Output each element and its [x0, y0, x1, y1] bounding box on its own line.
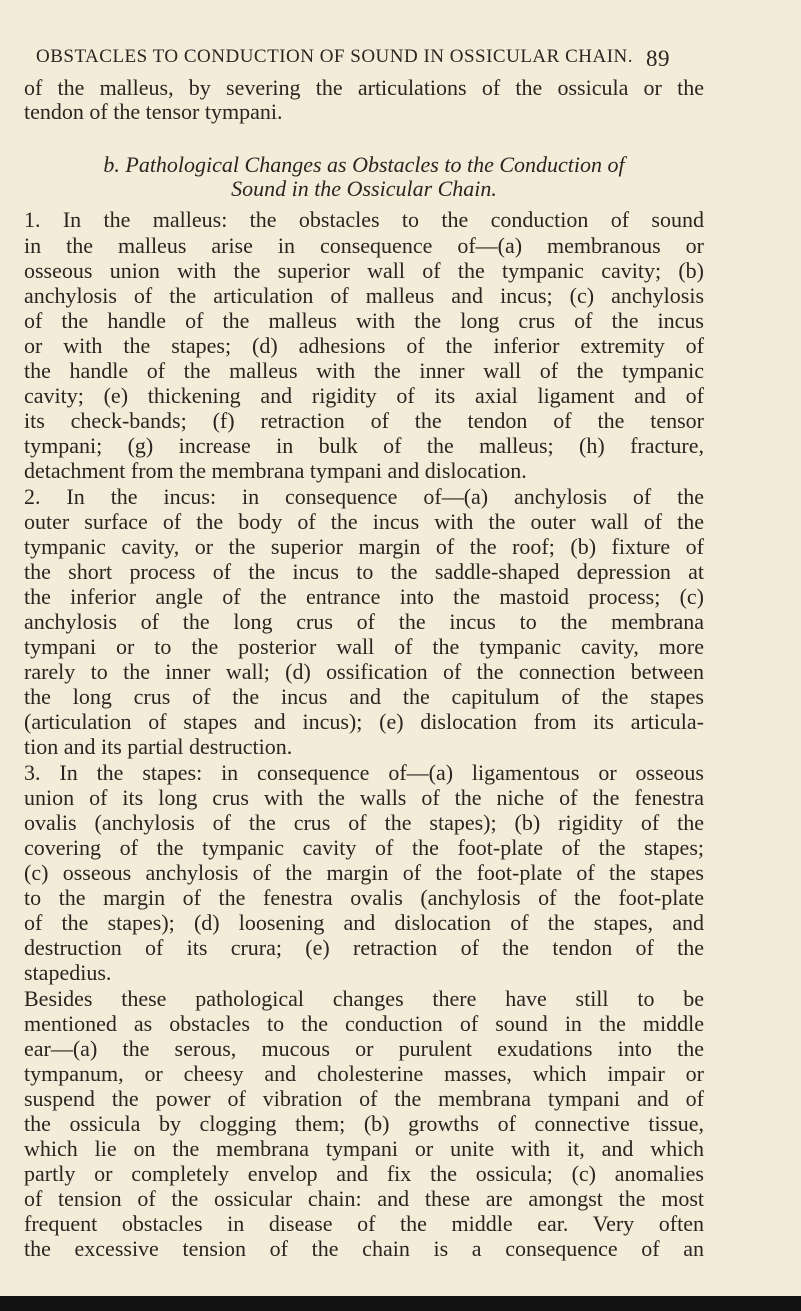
- text-line: 2. In the incus: in consequence of—(a) anchylosis of the: [24, 484, 704, 509]
- text-line: union of its long crus with the walls of the niche of the fenestra: [24, 785, 704, 810]
- text-line: mentioned as obstacles to the conduction of sound in the middle: [24, 1011, 704, 1036]
- text-line: tympani or to the posterior wall of the tympanic cavity, more: [24, 634, 704, 659]
- text-line: its check-bands; (f) retraction of the tendon of the tensor: [24, 408, 704, 433]
- text-line: of tension of the ossicular chain: and these are amongst the most: [24, 1186, 704, 1211]
- running-header: [36, 46, 670, 71]
- text-line: rarely to the inner wall; (d) ossification of the connection between: [24, 659, 704, 684]
- text-line: in the malleus arise in consequence of—(a) membranous or: [24, 233, 704, 258]
- text-line: outer surface of the body of the incus with the outer wall of the: [24, 509, 704, 534]
- text-line: which lie on the membrana tympani or unite with it, and which: [24, 1136, 704, 1161]
- text-line: ear—(a) the serous, mucous or purulent exudations into the: [24, 1036, 704, 1061]
- text-line: to the margin of the fenestra ovalis (anchylosis of the foot-plate: [24, 885, 704, 910]
- text-line: covering of the tympanic cavity of the foot-plate of the stapes;: [24, 835, 704, 860]
- text-line: frequent obstacles in disease of the middle ear. Very often: [24, 1211, 704, 1236]
- running-title: OBSTACLES TO CONDUCTION OF SOUND IN OSSICULAR CHAIN.: [36, 46, 633, 67]
- text-line: the long crus of the incus and the capitulum of the stapes: [24, 684, 704, 709]
- text-line: b. Pathological Changes as Obstacles to the Conduction of: [103, 152, 625, 177]
- text-line: or with the stapes; (d) adhesions of the inferior extremity of: [24, 333, 704, 358]
- text-line: of the stapes); (d) loosening and dislocation of the stapes, and: [24, 910, 704, 935]
- text-line: suspend the power of vibration of the membrana tympani and of: [24, 1086, 704, 1111]
- text-line: anchylosis of the articulation of malleus and incus; (c) anchylosis: [24, 283, 704, 308]
- text-line: Besides these pathological changes there have still to be: [24, 986, 704, 1011]
- text-line: the inferior angle of the entrance into the mastoid process; (c): [24, 584, 704, 609]
- text-line: detachment from the membrana tympani and dislocation.: [24, 458, 527, 483]
- text-line: anchylosis of the long crus of the incus to the membrana: [24, 609, 704, 634]
- text-line: tendon of the tensor tympani.: [24, 99, 283, 124]
- text-line: 1. In the malleus: the obstacles to the conduction of sound: [24, 207, 704, 232]
- text-line: (c) osseous anchylosis of the margin of the foot-plate of the stapes: [24, 860, 704, 885]
- text-line: the short process of the incus to the saddle-shaped depression at: [24, 559, 704, 584]
- text-line: tympanum, or cheesy and cholesterine masses, which impair or: [24, 1061, 704, 1086]
- page-number: 89: [646, 46, 670, 71]
- text-line: tympanic cavity, or the superior margin of the roof; (b) fixture of: [24, 534, 704, 559]
- text-line: osseous union with the superior wall of the tympanic cavity; (b): [24, 258, 704, 283]
- text-line: the ossicula by clogging them; (b) growths of connective tissue,: [24, 1111, 704, 1136]
- text-line: of the handle of the malleus with the long crus of the incus: [24, 308, 704, 333]
- text-line: partly or completely envelop and fix the ossicula; (c) anomalies: [24, 1161, 704, 1186]
- text-line: tion and its partial destruction.: [24, 734, 293, 759]
- text-line: the handle of the malleus with the inner wall of the tympanic: [24, 358, 704, 383]
- text-line: cavity; (e) thickening and rigidity of its axial ligament and of: [24, 383, 704, 408]
- text-line: destruction of its crura; (e) retraction of the tendon of the: [24, 935, 704, 960]
- text-line: Sound in the Ossicular Chain.: [231, 176, 497, 201]
- text-line: the excessive tension of the chain is a consequence of an: [24, 1236, 704, 1261]
- text-line: tympani; (g) increase in bulk of the malleus; (h) fracture,: [24, 433, 704, 458]
- text-line: of the malleus, by severing the articulations of the ossicula or the: [24, 75, 704, 100]
- text-line: ovalis (anchylosis of the crus of the stapes); (b) rigidity of the: [24, 810, 704, 835]
- text-line: 3. In the stapes: in consequence of—(a) ligamentous or osseous: [24, 760, 704, 785]
- bottom-border: [0, 1296, 801, 1311]
- text-line: stapedius.: [24, 960, 112, 985]
- text-line: (articulation of stapes and incus); (e) dislocation from its articula-: [24, 709, 704, 734]
